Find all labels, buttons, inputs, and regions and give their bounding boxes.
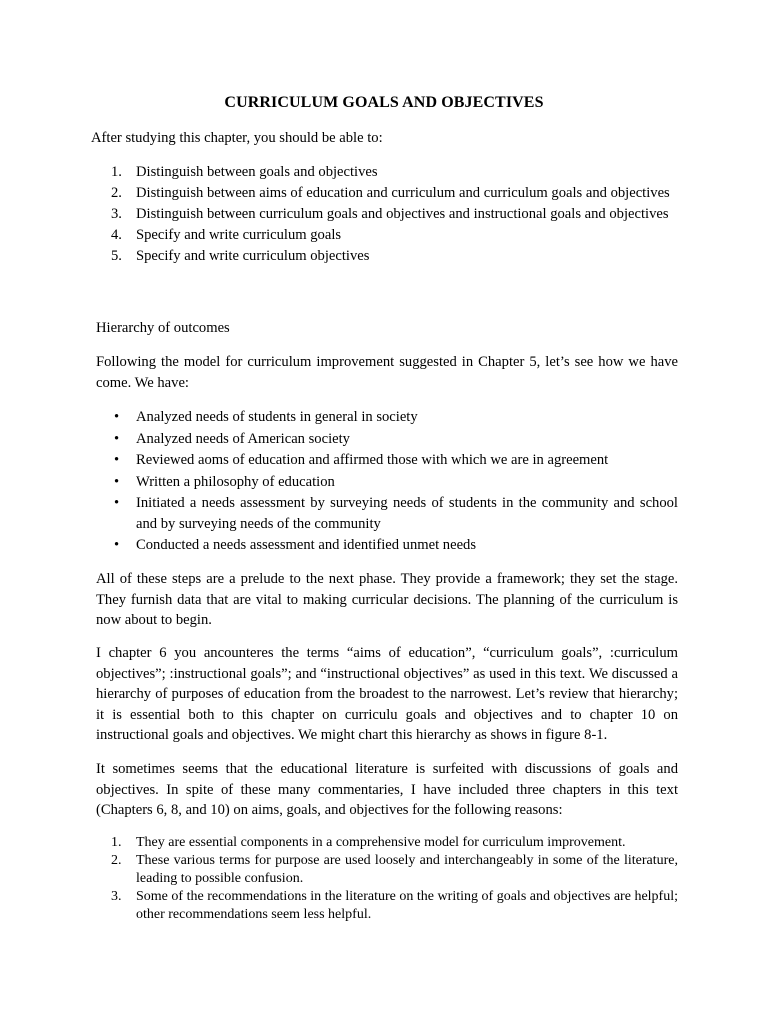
list-item (96, 852, 678, 888)
section-heading-hierarchy: Hierarchy of outcomes (96, 320, 230, 336)
list-item (96, 183, 678, 203)
list-item-text: Some of the recommendations in the literature on the writing of goals and objectives are helpful; other recommendations seem less helpful. (136, 889, 678, 922)
list-item (96, 888, 678, 924)
list-item (96, 472, 678, 493)
list-item (96, 246, 678, 266)
list-item (96, 535, 678, 556)
paragraph-following: Following the model for curriculum improvement suggested in Chapter 5, let’s see how we have come. We have: (96, 354, 678, 391)
list-item (96, 450, 678, 471)
list-item-text: Reviewed aoms of education and affirmed those with which we are in agreement (136, 452, 609, 468)
bullet-icon: • (114, 409, 120, 425)
list-number: 4. (111, 227, 122, 243)
list-item-text: Distinguish between aims of education and curriculum and curriculum goals and objectives (136, 185, 670, 201)
list-item-text: Specify and write curriculum goals (136, 227, 342, 243)
intro-text: After studying this chapter, you should be able to: (91, 130, 383, 146)
bullet-icon: • (114, 452, 120, 468)
list-number: 1. (111, 164, 122, 180)
list-number: 3. (111, 889, 122, 904)
paragraph-surfeited: It sometimes seems that the educational literature is surfeited with discussions of goals and objectives. In spite of these many commentaries, I have included three chapters in this text (Chapters 6, 8, and 10) on aims, goals, and objectives for the following reasons: (96, 761, 678, 818)
bullet-icon: • (114, 495, 120, 511)
list-item (96, 407, 678, 428)
paragraph-chapter6: I chapter 6 you ancounteres the terms “aims of education”, “curriculum goals”, :curriculum objectives”; :instructional goals”; and “instructional objectives” as used in this text. We discussed a hierarchy of purposes of education from the broadest to the narrowest. Let’s review that hierarchy; it is essential both to this chapter on curriculu goals and objectives and to chapter 10 on instructional goals and objectives. We might chart this hierarchy as shows in figure 8-1. (96, 645, 678, 743)
list-item-text: Written a philosophy of education (136, 473, 335, 490)
list-number: 5. (111, 248, 122, 264)
steps-list (96, 407, 678, 557)
list-number: 1. (111, 835, 122, 850)
objectives-list (96, 162, 678, 267)
list-item-text: These various terms for purpose are used loosely and interchangeably in some of the literature, leading to possible confusion. (136, 853, 678, 886)
list-number: 2. (111, 185, 122, 201)
list-item-text: Conducted a needs assessment and identified unmet needs (136, 537, 477, 553)
list-item (96, 429, 678, 450)
list-item-text: Specify and write curriculum objectives (136, 248, 370, 264)
reasons-list (96, 834, 678, 924)
list-item (96, 493, 678, 534)
list-item-text: Distinguish between curriculum goals and objectives and instructional goals and objectives (136, 206, 669, 222)
list-number: 2. (111, 853, 122, 868)
list-item (96, 204, 678, 224)
list-item (96, 834, 678, 852)
list-item-text: Analyzed needs of students in general in society (136, 409, 418, 425)
list-item-text: Distinguish between goals and objectives (136, 164, 378, 180)
list-item (96, 162, 678, 182)
bullet-icon: • (114, 430, 120, 447)
list-item (96, 225, 678, 245)
paragraph-prelude: All of these steps are a prelude to the next phase. They provide a framework; they set the stage. They furnish data that are vital to making curricular decisions. The planning of the curriculum is now about to begin. (96, 571, 678, 628)
list-number: 3. (111, 206, 122, 222)
list-item-text: Analyzed needs of American society (136, 430, 350, 447)
bullet-icon: • (114, 537, 120, 553)
page-title: CURRICULUM GOALS AND OBJECTIVES (224, 94, 544, 111)
list-item-text: Initiated a needs assessment by surveying needs of students in the community and school and by surveying needs of the community (136, 495, 678, 532)
bullet-icon: • (114, 473, 120, 490)
list-item-text: They are essential components in a comprehensive model for curriculum improvement. (136, 835, 626, 850)
